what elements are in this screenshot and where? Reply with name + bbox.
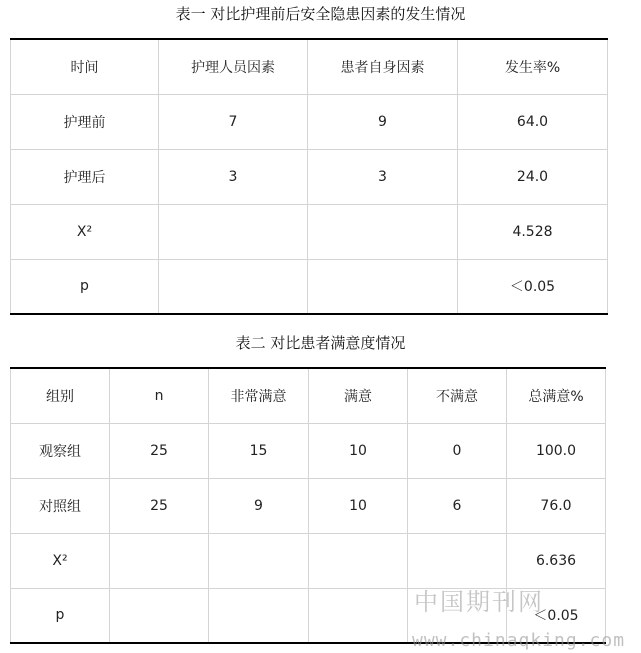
- table-cell: 0: [408, 423, 507, 478]
- table1-caption: 表一 对比护理前后安全隐患因素的发生情况: [175, 5, 466, 23]
- table-cell: 7: [159, 94, 308, 149]
- table-cell: 9: [209, 478, 309, 533]
- table-row: [11, 259, 608, 314]
- table-cell: p: [11, 259, 159, 314]
- table-cell: ＜0.05: [507, 588, 606, 643]
- table-cell: 10: [309, 478, 408, 533]
- table-cell: [159, 204, 308, 259]
- header-cell: 非常满意: [209, 368, 309, 423]
- table-cell: 4.528: [458, 204, 608, 259]
- table-cell: 25: [110, 478, 209, 533]
- table-cell: ＜0.05: [458, 259, 608, 314]
- safety-factor-table: [10, 38, 608, 315]
- watermark-url: www.chinaqking.com: [412, 630, 626, 651]
- table-cell: [309, 588, 408, 643]
- table-cell: [209, 588, 309, 643]
- header-cell: 发生率%: [458, 39, 608, 94]
- table-cell: 76.0: [507, 478, 606, 533]
- table-cell: 3: [308, 149, 458, 204]
- header-cell: n: [110, 368, 209, 423]
- table-cell: [110, 588, 209, 643]
- table-cell: 100.0: [507, 423, 606, 478]
- table-row: [11, 204, 608, 259]
- table-cell: 6: [408, 478, 507, 533]
- table-header-row: [11, 368, 606, 423]
- table-cell: [408, 533, 507, 588]
- table-row: [11, 533, 606, 588]
- table-cell: [309, 533, 408, 588]
- table-cell: 64.0: [458, 94, 608, 149]
- table-cell: X²: [11, 533, 110, 588]
- table-cell: 25: [110, 423, 209, 478]
- header-cell: 不满意: [408, 368, 507, 423]
- header-cell: 组别: [11, 368, 110, 423]
- table-cell: 10: [309, 423, 408, 478]
- table-cell: 3: [159, 149, 308, 204]
- table-cell: 对照组: [11, 478, 110, 533]
- table-cell: 6.636: [507, 533, 606, 588]
- table-cell: 9: [308, 94, 458, 149]
- table-header-row: [11, 39, 608, 94]
- table-cell: X²: [11, 204, 159, 259]
- table-cell: [209, 533, 309, 588]
- table-row: [11, 149, 608, 204]
- table-row: [11, 94, 608, 149]
- watermark-site-name: 中国期刊网: [414, 588, 544, 616]
- table-cell: 护理后: [11, 149, 159, 204]
- table-cell: [110, 533, 209, 588]
- table-cell: [159, 259, 308, 314]
- header-cell: 时间: [11, 39, 159, 94]
- header-cell: 满意: [309, 368, 408, 423]
- table-cell: p: [11, 588, 110, 643]
- header-cell: 总满意%: [507, 368, 606, 423]
- table-cell: [308, 204, 458, 259]
- table-row: [11, 423, 606, 478]
- table-cell: 15: [209, 423, 309, 478]
- table-cell: 观察组: [11, 423, 110, 478]
- table-cell: 24.0: [458, 149, 608, 204]
- table2-caption: 表二 对比患者满意度情况: [235, 334, 406, 352]
- table-cell: [308, 259, 458, 314]
- header-cell: 护理人员因素: [159, 39, 308, 94]
- table-cell: 护理前: [11, 94, 159, 149]
- header-cell: 患者自身因素: [308, 39, 458, 94]
- table-row: [11, 478, 606, 533]
